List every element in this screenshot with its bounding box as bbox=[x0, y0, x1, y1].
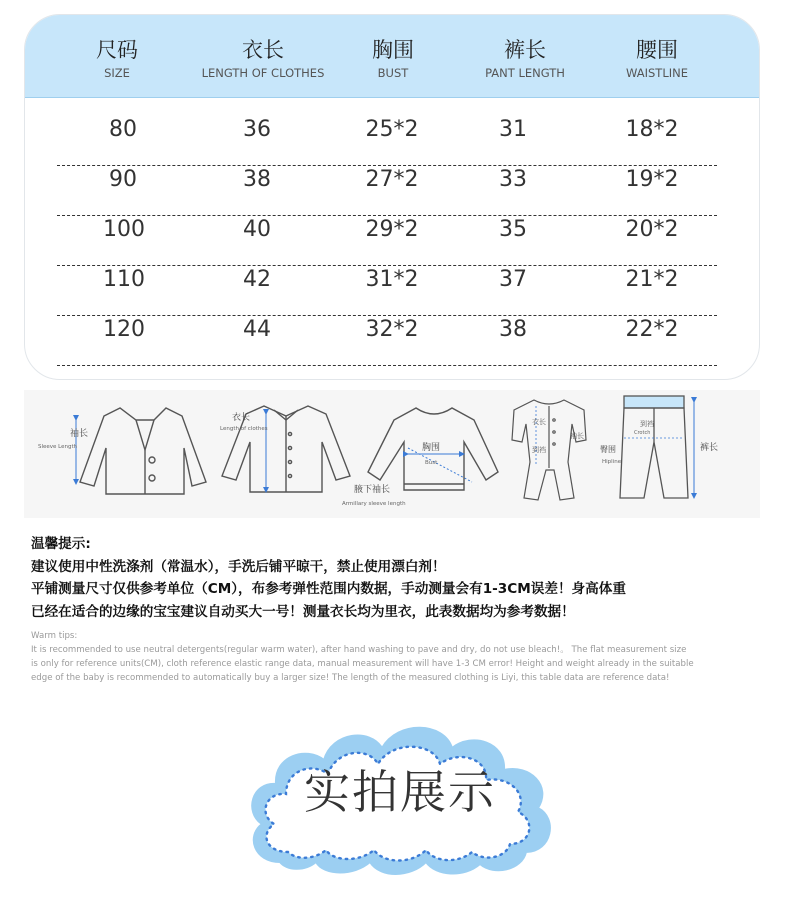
tips-en-line-3: edge of the baby is recommended to automatically buy a larger size! The length of the measured clothing is Liyi, this table data are reference data! bbox=[31, 673, 670, 683]
banner-title: 实拍展示 bbox=[304, 765, 496, 819]
header-length-zh: 衣长 bbox=[242, 38, 284, 62]
header-pant-length-en: PANT LENGTH bbox=[485, 66, 565, 80]
header-bust-zh: 胸围 bbox=[372, 38, 414, 62]
cell-pant-length: 31 bbox=[499, 117, 527, 142]
cell-bust: 25*2 bbox=[365, 117, 419, 142]
size-chart-card bbox=[24, 14, 760, 380]
table-row bbox=[57, 265, 717, 316]
romper-label1: 衣长 bbox=[532, 418, 546, 426]
pants-illustration bbox=[620, 396, 688, 498]
cell-pant-length: 38 bbox=[499, 317, 527, 342]
header-size-en: SIZE bbox=[104, 66, 130, 80]
header-pant-length-zh: 裤长 bbox=[504, 38, 546, 62]
cell-pant-length: 37 bbox=[499, 267, 527, 292]
cell-bust: 32*2 bbox=[365, 317, 419, 342]
sweater-label-en: Bust bbox=[425, 460, 438, 466]
tips-en-title: Warm tips: bbox=[31, 631, 78, 641]
table-row bbox=[57, 115, 717, 166]
header-size bbox=[95, 35, 139, 81]
cell-length: 40 bbox=[243, 217, 271, 242]
cell-size: 110 bbox=[103, 267, 145, 292]
tips-en-line-2: is only for reference units(CM), cloth reference elastic range data, manual measurement will have 1-3 CM error! Height and weight already in the suitable bbox=[31, 659, 694, 669]
header-size-zh: 尺码 bbox=[96, 38, 138, 62]
tips-line-1: 建议使用中性洗涤剂（常温水），手洗后铺平晾干，禁止使用漂白剂！ bbox=[31, 558, 446, 575]
jacket-label-zh: 袖长 bbox=[70, 429, 89, 439]
cell-pant-length: 35 bbox=[499, 217, 527, 242]
header-bust-en: BUST bbox=[377, 66, 409, 80]
pants-label1-en: Hipline bbox=[602, 459, 622, 465]
romper-label3: 袖长 bbox=[570, 432, 584, 440]
measurement-illustrations bbox=[24, 390, 760, 518]
tips-line-3: 已经在适合的边缘的宝宝建议自动买大一号！测量衣长均为里衣，此表数据均为参考数据！ bbox=[31, 603, 575, 620]
pants-label2: 到裆 bbox=[640, 420, 654, 428]
header-waistline-zh: 腰围 bbox=[636, 38, 678, 62]
warm-tips bbox=[31, 533, 741, 685]
jacket-label-en: Sleeve Length bbox=[38, 444, 78, 450]
cell-size: 100 bbox=[103, 217, 145, 242]
cell-size: 120 bbox=[103, 317, 145, 342]
tips-en-line-1: It is recommended to use neutral detergents(regular warm water), after hand washing to pave and dry, do not use bleach!。 The flat measurement size bbox=[31, 645, 687, 655]
header-waistline-en: WAISTLINE bbox=[626, 66, 688, 80]
cell-size: 80 bbox=[109, 117, 137, 142]
header-bust bbox=[363, 35, 423, 81]
cell-size: 90 bbox=[109, 167, 137, 192]
table-row bbox=[57, 315, 717, 366]
table-row bbox=[57, 215, 717, 266]
cell-length: 42 bbox=[243, 267, 271, 292]
cell-waistline: 19*2 bbox=[625, 167, 679, 192]
cell-bust: 29*2 bbox=[365, 217, 419, 242]
jacket-illustration bbox=[80, 408, 206, 494]
sweater-label-zh: 胸围 bbox=[422, 443, 441, 453]
cell-bust: 31*2 bbox=[365, 267, 419, 292]
cell-length: 38 bbox=[243, 167, 271, 192]
tips-line-2: 平铺测量尺寸仅供参考单位（CM），布参考弹性范围内数据，手动测量会有1-3CM误差！身高体重 bbox=[31, 581, 626, 597]
cell-waistline: 20*2 bbox=[625, 217, 679, 242]
cell-waistline: 18*2 bbox=[625, 117, 679, 142]
header-pant-length bbox=[475, 35, 575, 81]
sweater-label2-zh: 腋下袖长 bbox=[354, 485, 391, 495]
measurement-diagram bbox=[24, 390, 760, 518]
cell-pant-length: 33 bbox=[499, 167, 527, 192]
cell-bust: 27*2 bbox=[365, 167, 419, 192]
romper-illustration bbox=[512, 400, 586, 500]
romper-label2: 到裆 bbox=[532, 446, 546, 454]
size-chart-header bbox=[25, 15, 759, 98]
pants-label2-en: Crotch bbox=[634, 430, 651, 436]
header-length bbox=[185, 35, 341, 81]
pants-label3: 裤长 bbox=[700, 443, 719, 453]
cell-length: 36 bbox=[243, 117, 271, 142]
cell-waistline: 21*2 bbox=[625, 267, 679, 292]
shirt-label-zh: 衣长 bbox=[232, 413, 251, 423]
tips-title: 温馨提示: bbox=[31, 536, 91, 552]
armpit-arrow bbox=[408, 448, 472, 482]
header-waistline bbox=[609, 35, 705, 81]
tips-english bbox=[31, 629, 741, 685]
table-row bbox=[57, 165, 717, 216]
photo-showcase-banner bbox=[240, 712, 560, 882]
pants-label1: 臀围 bbox=[600, 445, 616, 454]
cell-waistline: 22*2 bbox=[625, 317, 679, 342]
sweater-label2-en: Armillary sleeve length bbox=[342, 501, 406, 507]
shirt-label-en: Length of clothes bbox=[220, 426, 268, 432]
header-length-en: LENGTH OF CLOTHES bbox=[201, 66, 325, 80]
cell-length: 44 bbox=[243, 317, 271, 342]
